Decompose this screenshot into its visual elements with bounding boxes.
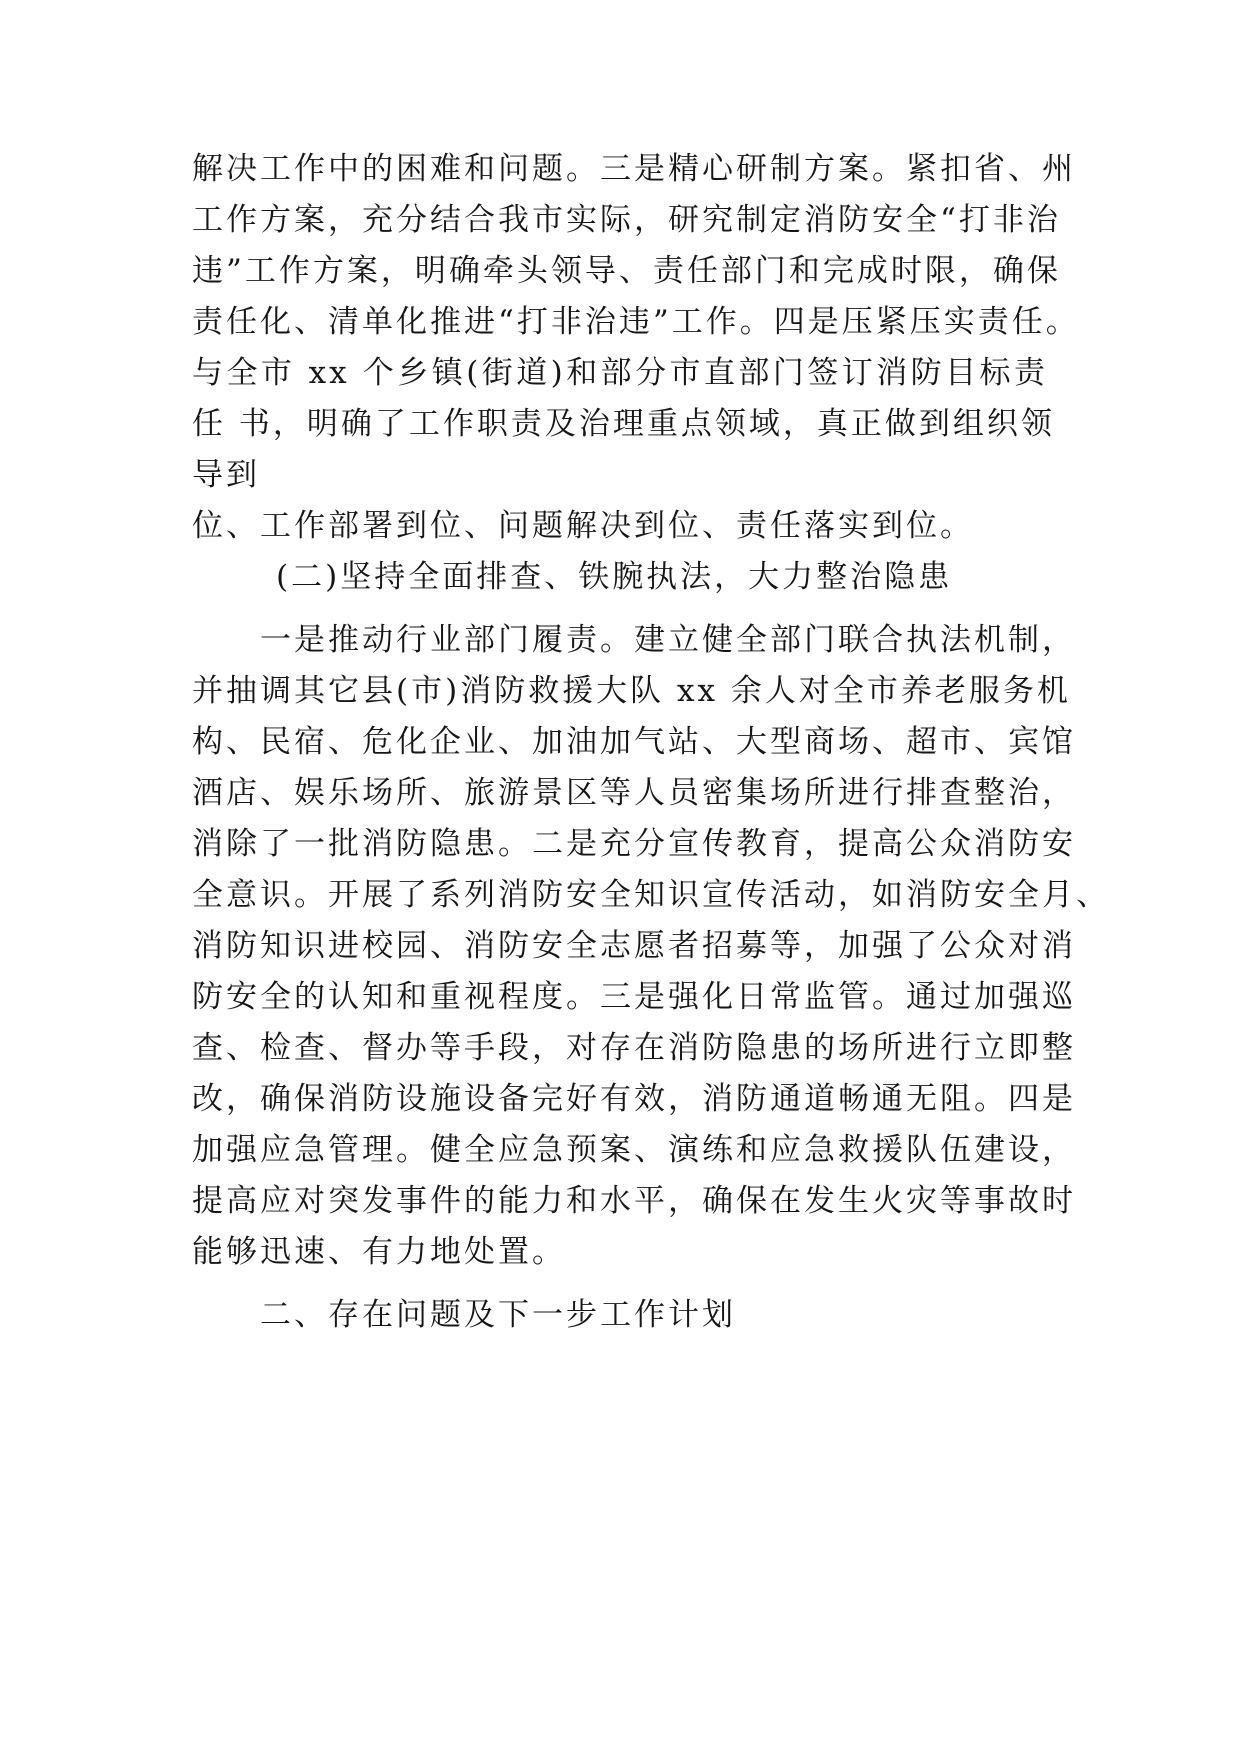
section-heading: 二、存在问题及下一步工作计划 — [260, 1297, 736, 1333]
body-text-line: 并抽调其它县(市)消防救援大队 xx 余人对全市养老服务机 — [192, 673, 1071, 709]
body-text-line: 违”工作方案，明确牵头领导、责任部门和完成时限，确保 — [192, 253, 1061, 289]
body-text-line: 工作方案，充分结合我市实际，研究制定消防安全“打非治 — [192, 202, 1061, 238]
body-text-line: 提高应对突发事件的能力和水平，确保在发生火灾等事故时 — [192, 1183, 1076, 1219]
body-text-line: 改，确保消防设施设备完好有效，消防通道畅通无阻。四是 — [192, 1081, 1076, 1117]
body-text-line: 加强应急管理。健全应急预案、演练和应急救援队伍建设， — [192, 1132, 1076, 1168]
body-text-line: 全意识。开展了系列消防安全知识宣传活动，如消防安全月、 — [192, 877, 1110, 913]
section-heading: (二)坚持全面排查、铁腕执法，大力整治隐患 — [276, 559, 953, 595]
body-text-line: 位、工作部署到位、问题解决到位、责任落实到位。 — [192, 508, 974, 544]
body-text-line: 能够迅速、有力地处置。 — [192, 1234, 566, 1270]
body-text-line: 酒店、娱乐场所、旅游景区等人员密集场所进行排查整治， — [192, 775, 1076, 811]
body-text-line: 消除了一批消防隐患。二是充分宣传教育，提高公众消防安 — [192, 826, 1076, 862]
body-text-line: 与全市 xx 个乡镇(街道)和部分市直部门签订消防目标责 — [192, 355, 1048, 391]
body-text-line: 查、检查、督办等手段，对存在消防隐患的场所进行立即整 — [192, 1030, 1076, 1066]
body-text-line: 导到 — [192, 457, 260, 493]
body-text-line: 责任化、清单化推进“打非治违”工作。四是压紧压实责任。 — [192, 304, 1080, 340]
body-text-line: 一是推动行业部门履责。建立健全部门联合执法机制， — [260, 622, 1076, 658]
body-text-line: 解决工作中的困难和问题。三是精心研制方案。紧扣省、州 — [192, 151, 1076, 187]
body-text-line: 消防知识进校园、消防安全志愿者招募等，加强了公众对消 — [192, 928, 1076, 964]
body-text-line: 构、民宿、危化企业、加油加气站、大型商场、超市、宾馆 — [192, 724, 1076, 760]
body-text-line: 任 书，明确了工作职责及治理重点领域，真正做到组织领 — [192, 406, 1055, 442]
body-text-line: 防安全的认知和重视程度。三是强化日常监管。通过加强巡 — [192, 979, 1076, 1015]
